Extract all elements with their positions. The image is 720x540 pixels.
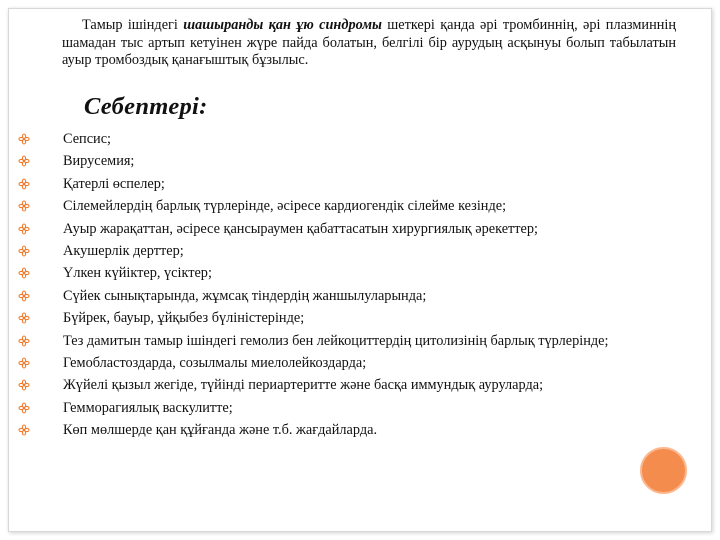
cause-text: Сепсис; [63, 131, 112, 147]
cause-item [18, 288, 674, 306]
cause-text: Жүйелі қызыл жегіде, түйінді периартеритте және басқа иммундық ауруларда; [63, 377, 544, 394]
flower-bullet-icon [18, 200, 30, 212]
cause-text: Гемморагиялық васкулитте; [63, 399, 233, 416]
cause-item [18, 400, 674, 418]
flower-bullet-icon [18, 335, 30, 347]
cause-item [18, 153, 674, 171]
intro-lead: Тамыр ішіндегі [82, 17, 184, 33]
cause-item [18, 198, 674, 216]
cause-text: Акушерлік дерттер; [63, 242, 184, 259]
causes-heading: Себептері: [84, 93, 208, 120]
cause-text: Үлкен күйіктер, үсіктер; [63, 265, 212, 282]
cause-item [18, 176, 674, 194]
cause-text: Сүйек сынықтарында, жұмсақ тіндердің жаншылуларында; [63, 287, 427, 304]
cause-text: Бүйрек, бауыр, ұйқыбез бүліністерінде; [63, 310, 305, 327]
intro-paragraph [62, 17, 676, 70]
intro-rest: шеткері қанда әрі тромбиннің, әрі плазминнің шамадан тыс артып кетуінен жүре пайда болатын, белгілі бір аурудың асқынуы болып табылатын ауыр тромбоздық қанағыштық бұзылыс. [62, 17, 677, 68]
flower-bullet-icon [18, 290, 30, 302]
intro-emphasis: шашыранды қан ұю синдромы [183, 17, 382, 33]
cause-text: Көп мөлшерде қан құйғанда және т.б. жағдайларда. [63, 422, 378, 439]
cause-item [18, 422, 674, 440]
flower-bullet-icon [18, 133, 30, 145]
cause-item [18, 355, 674, 373]
cause-item [18, 310, 674, 328]
cause-text: Вирусемия; [63, 153, 135, 170]
flower-bullet-icon [18, 424, 30, 436]
flower-bullet-icon [18, 312, 30, 324]
decorative-circle [640, 447, 687, 494]
causes-list [18, 131, 674, 440]
cause-item [18, 377, 674, 395]
cause-text: Тез дамитын тамыр ішіндегі гемолиз бен лейкоциттердің цитолизінің барлық түрлерінде; [63, 332, 609, 349]
cause-item [18, 131, 674, 149]
flower-bullet-icon [18, 267, 30, 279]
cause-item [18, 221, 674, 239]
cause-text: Гемобластоздарда, созылмалы миелолейкоздарда; [63, 354, 367, 371]
flower-bullet-icon [18, 155, 30, 167]
flower-bullet-icon [18, 402, 30, 414]
cause-item [18, 243, 674, 261]
cause-text: Сілемейлердің барлық түрлерінде, әсіресе кардиогендік сілейме кезінде; [63, 198, 507, 215]
cause-item [18, 333, 674, 351]
cause-item [18, 265, 674, 283]
cause-text: Ауыр жарақаттан, әсіресе қансыраумен қабаттасатын хирургиялық әрекеттер; [63, 220, 539, 237]
flower-bullet-icon [18, 178, 30, 190]
flower-bullet-icon [18, 379, 30, 391]
flower-bullet-icon [18, 223, 30, 235]
flower-bullet-icon [18, 245, 30, 257]
flower-bullet-icon [18, 357, 30, 369]
cause-text: Қатерлі өспелер; [63, 175, 165, 192]
